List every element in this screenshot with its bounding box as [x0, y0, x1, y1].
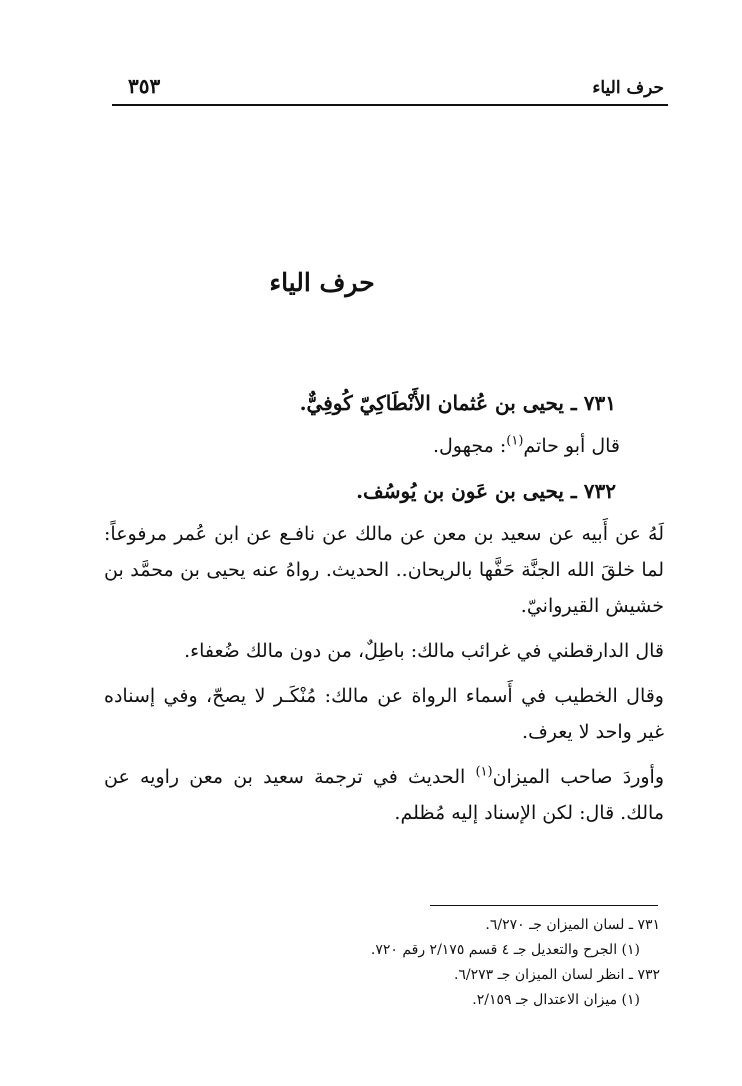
- running-header-title: حرف الياء: [592, 78, 664, 98]
- entry-732-heading: ٧٣٢ ـ يحيى بن عَون بن يُوسُف.: [356, 479, 616, 503]
- footnote-entry-732-1: (١) ميزان الاعتدال جـ ٢/١٥٩.: [472, 992, 640, 1008]
- footnote-entry-731-1: (١) الجرح والتعديل جـ ٤ قسم ٢/١٧٥ رقم ٧٢٠.: [370, 942, 640, 958]
- footnote-entry-731: ٧٣١ ـ لسان الميزان جـ ٦/٢٧٠.: [485, 917, 660, 933]
- footnote-entry-732: ٧٣٢ ـ انظر لسان الميزان جـ ٦/٢٧٣.: [453, 967, 660, 983]
- footnotes: [250, 913, 660, 1013]
- running-header: [112, 70, 668, 104]
- footnote-marker: (١): [506, 433, 524, 449]
- entry-731-heading: ٧٣١ ـ يحيى بن عُثمان الأَنْطَاكِيّ كُوفِيٌّ.: [299, 391, 616, 415]
- footnote-marker: (١): [475, 764, 493, 780]
- footnote-rule: [430, 905, 658, 906]
- entry-731-paragraph: [104, 428, 664, 464]
- entry-732-paragraph-1: لَهُ عن أَبيه عن سعيد بن معن عن مالك عن نافـع عن ابن عُمر مرفوعاً: لما خلقَ الله الجنَّة حَفَّها بالريحان.. الحديث. رواهُ عنه يحيى بن محمَّد بن خشيش القيروانيّ.: [104, 523, 664, 617]
- entry-732-paragraph-3: وقال الخطيب في أَسماء الرواة عن مالك: مُنْكَـر لا يصحّ، وفي إسناده غير واحد لا يعرف.: [104, 685, 664, 743]
- entry-732-paragraph-4-rest: الحديث في ترجمة سعيد بن معن راويه عن مالك. قال: لكن الإسناد إليه مُظلم.: [104, 766, 664, 824]
- entry-732-paragraph-4: [104, 759, 664, 831]
- entry-731-text-rest: : مجهول.: [432, 435, 507, 457]
- page-number: ٣٥٣: [128, 74, 161, 98]
- entry-732-paragraph-4-text: وأوردَ صاحب الميزان: [492, 766, 664, 788]
- entry-732-paragraph-2: قال الدارقطني في غرائب مالك: باطِلٌ، من دون مالك ضُعفاء.: [184, 640, 664, 662]
- chapter-title: حرف الياء: [269, 268, 375, 297]
- header-rule: [112, 104, 668, 106]
- entry-731-text: قال أبو حاتم: [523, 435, 620, 457]
- main-text: [104, 385, 664, 840]
